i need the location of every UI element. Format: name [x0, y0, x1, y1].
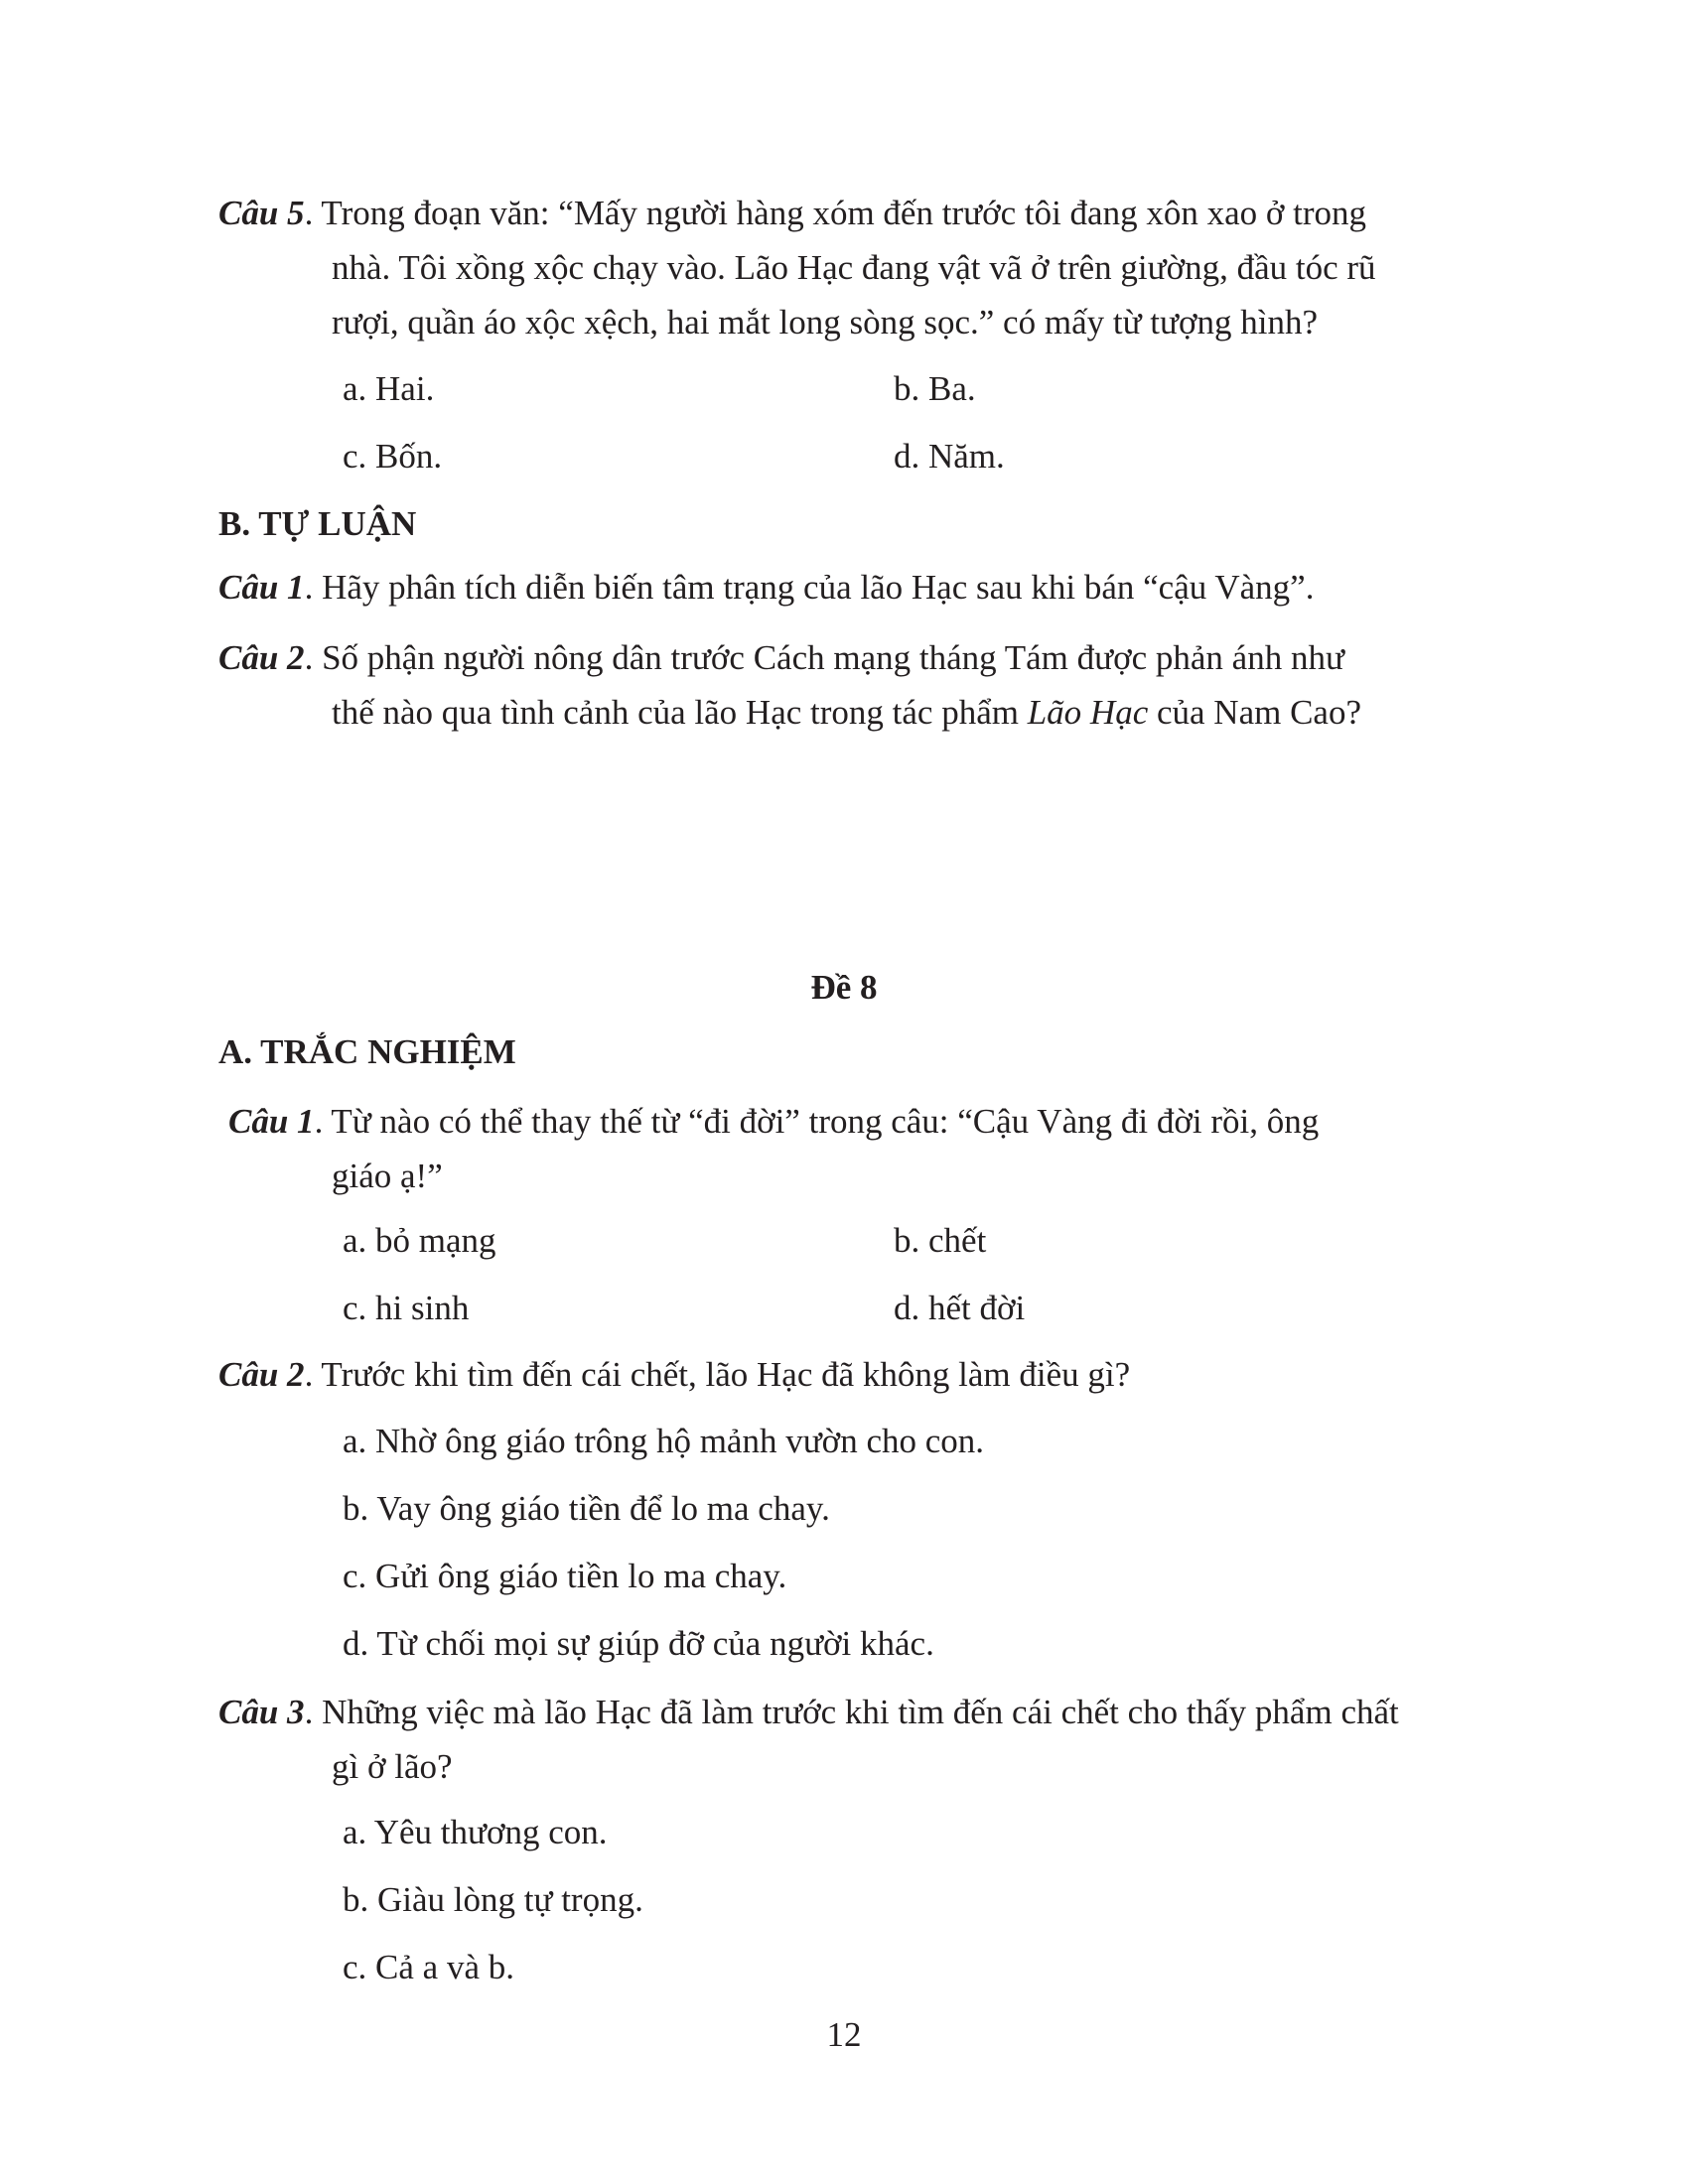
option-b: b. chết [894, 1221, 987, 1260]
question-text: giáo ạ!” [332, 1157, 443, 1195]
option-b: b. Giàu lòng tự trọng. [343, 1880, 643, 1919]
question-label: Câu 2 [218, 1355, 305, 1394]
section-heading-a: A. TRẮC NGHIỆM [218, 1032, 516, 1071]
question-text: . Những việc mà lão Hạc đã làm trước khi tìm đến cái chết cho thấy phẩm chất [304, 1693, 1399, 1731]
option-d: d. Năm. [894, 437, 1005, 476]
option-c: c. hi sinh [343, 1289, 470, 1327]
question-label: Câu 2 [218, 638, 305, 677]
work-title: Lão Hạc [1027, 693, 1149, 732]
exam-title: Đề 8 [810, 968, 878, 1007]
option-a: a. Hai. [343, 369, 435, 408]
question-text: thế nào qua tình cảnh của lão Hạc trong tác phẩm [332, 693, 1028, 732]
question-text: . Trong đoạn văn: “Mấy người hàng xóm đến trước tôi đang xôn xao ở trong [304, 194, 1367, 232]
question-text: . Trước khi tìm đến cái chết, lão Hạc đã không làm điều gì? [304, 1355, 1131, 1394]
option-c: c. Cả a và b. [343, 1948, 514, 1986]
question-text: nhà. Tôi xồng xộc chạy vào. Lão Hạc đang vật vã ở trên giường, đầu tóc rũ [332, 248, 1376, 287]
essay-question-1 [218, 568, 1314, 608]
option-c: c. Bốn. [343, 437, 443, 476]
option-a: a. bỏ mạng [343, 1221, 496, 1260]
option-b: b. Ba. [894, 369, 976, 408]
question-text: . Hãy phân tích diễn biến tâm trạng của lão Hạc sau khi bán “cậu Vàng”. [304, 568, 1315, 607]
question-text: rượi, quần áo xộc xệch, hai mắt long sòng sọc.” có mấy từ tượng hình? [332, 303, 1319, 341]
question-label: Câu 1 [228, 1102, 315, 1141]
option-a: a. Yêu thương con. [343, 1813, 608, 1851]
section-heading-b: B. TỰ LUẬN [218, 504, 417, 543]
option-d: d. hết đời [894, 1289, 1026, 1327]
option-a: a. Nhờ ông giáo trông hộ mảnh vườn cho con. [343, 1422, 985, 1460]
question-label: Câu 5 [218, 194, 305, 232]
option-c: c. Gửi ông giáo tiền lo ma chay. [343, 1557, 787, 1595]
question-label: Câu 1 [218, 568, 305, 607]
question-text: . Số phận người nông dân trước Cách mạng tháng Tám được phản ánh như [304, 638, 1344, 677]
option-d: d. Từ chối mọi sự giúp đỡ của người khác. [343, 1624, 934, 1663]
question-text: . Từ nào có thể thay thế từ “đi đời” trong câu: “Cậu Vàng đi đời rồi, ông [314, 1102, 1320, 1141]
option-b: b. Vay ông giáo tiền để lo ma chay. [343, 1489, 830, 1528]
question-text: của Nam Cao? [1148, 693, 1362, 732]
question-label: Câu 3 [218, 1693, 305, 1731]
question-text: gì ở lão? [332, 1747, 453, 1786]
page-number: 12 [826, 2015, 862, 2054]
